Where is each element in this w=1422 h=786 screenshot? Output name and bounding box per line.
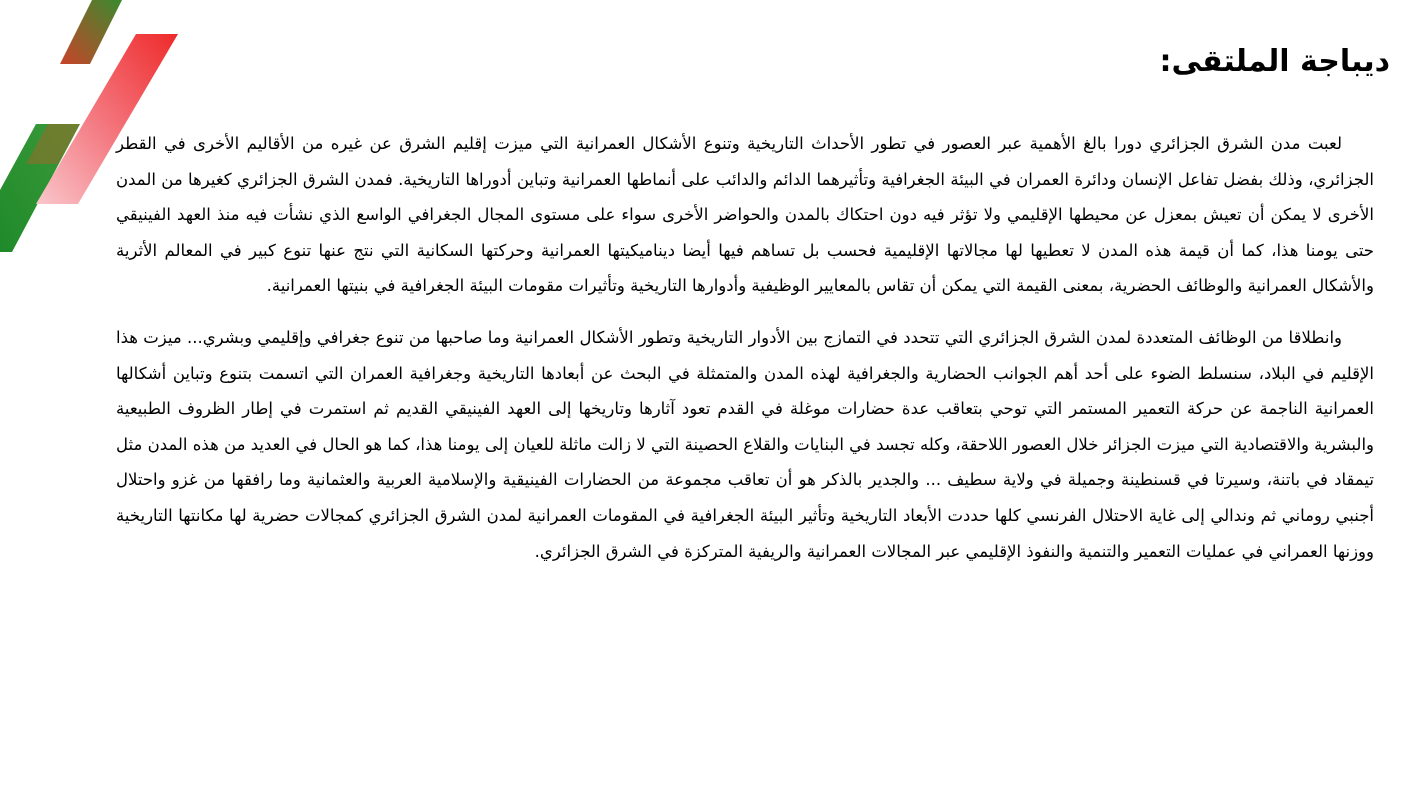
- body-text: [116, 126, 1374, 569]
- paragraph-2: وانطلاقا من الوظائف المتعددة لمدن الشرق الجزائري التي تتحدد في التمازج بين الأدوار التاريخية وتطور الأشكال العمرانية وما صاحبها من تنوع جغرافي وإقليمي وبشري... ميزت هذا الإقليم في البلاد، سنسلط الضوء على أحد أهم الجوانب الحضارية والجغرافية لهذه المدن والمتمثلة في البحث عن أبعادها التاريخية وجغرافية العمران التي اتسمت بتنوع وتباين أشكالها العمرانية الناجمة عن حركة التعمير المستمر التي توحي بتعاقب عدة حضارات موغلة في القدم تعود آثارها وتاريخها إلى العهد الفينيقي القديم ثم استمرت في إطار الظروف الطبيعية والبشرية والاقتصادية التي ميزت الجزائر خلال العصور اللاحقة، وكله تجسد في البنايات والقلاع الحصينة التي لا زالت ماثلة للعيان إلى يومنا هذا، كما هو الحال في العديد من هذه المدن مثل تيمقاد في باتنة، وسيرتا في قسنطينة وجميلة في ولاية سطيف ... والجدير بالذكر هو أن تعاقب مجموعة من الحضارات الفينيقية والإسلامية العربية والعثمانية وما رافقها من غزو واحتلال أجنبي روماني ثم وندالي إلى غاية الاحتلال الفرنسي كلها حددت الأبعاد التاريخية وتأثير البيئة الجغرافية في المقومات العمرانية لمدن الشرق الجزائري كمجالات حضرية لها مكانتها التاريخية ووزنها العمراني في عمليات التعمير والتنمية والنفوذ الإقليمي عبر المجالات العمرانية والريفية المتركزة في الشرق الجزائري.: [116, 327, 1374, 561]
- slide-title: ديباجة الملتقى:: [1159, 44, 1390, 79]
- top-stripe: [60, 0, 122, 64]
- paragraph-1: لعبت مدن الشرق الجزائري دورا بالغ الأهمية عبر العصور في تطور الأحداث التاريخية وتنوع الأشكال العمرانية التي ميزت إقليم الشرق عن غيره من الأقاليم الأخرى في القطر الجزائري، وذلك بفضل تفاعل الإنسان ودائرة العمران في البيئة الجغرافية وتأثيرهما الدائم والدائب على أنماطها العمرانية وتباين أدوراها التاريخية. فمدن الشرق الجزائري كغيرها من المدن الأخرى لا يمكن أن تعيش بمعزل عن محيطها الإقليمي ولا تؤثر فيه دون احتكاك بالمدن والحواضر الأخرى سواء على مستوى المجال الجغرافي الواسع الذي نشأت فيه منذ العهد الفينيقي حتى يومنا هذا، كما أن قيمة هذه المدن لا تعطيها لها مجالاتها الإقليمية فحسب بل تساهم فيها أيضا ديناميكيتها العمرانية وحركتها السكانية التي نتج عنها تنوع كبير في المعالم الأثرية والأشكال العمرانية والوظائف الحضرية، بمعنى القيمة التي يمكن أن تقاس بالمعايير الوظيفية وأدوارها التاريخية وتأثيرات مقومات البيئة الجغرافية في بنيتها العمرانية.: [116, 134, 1374, 296]
